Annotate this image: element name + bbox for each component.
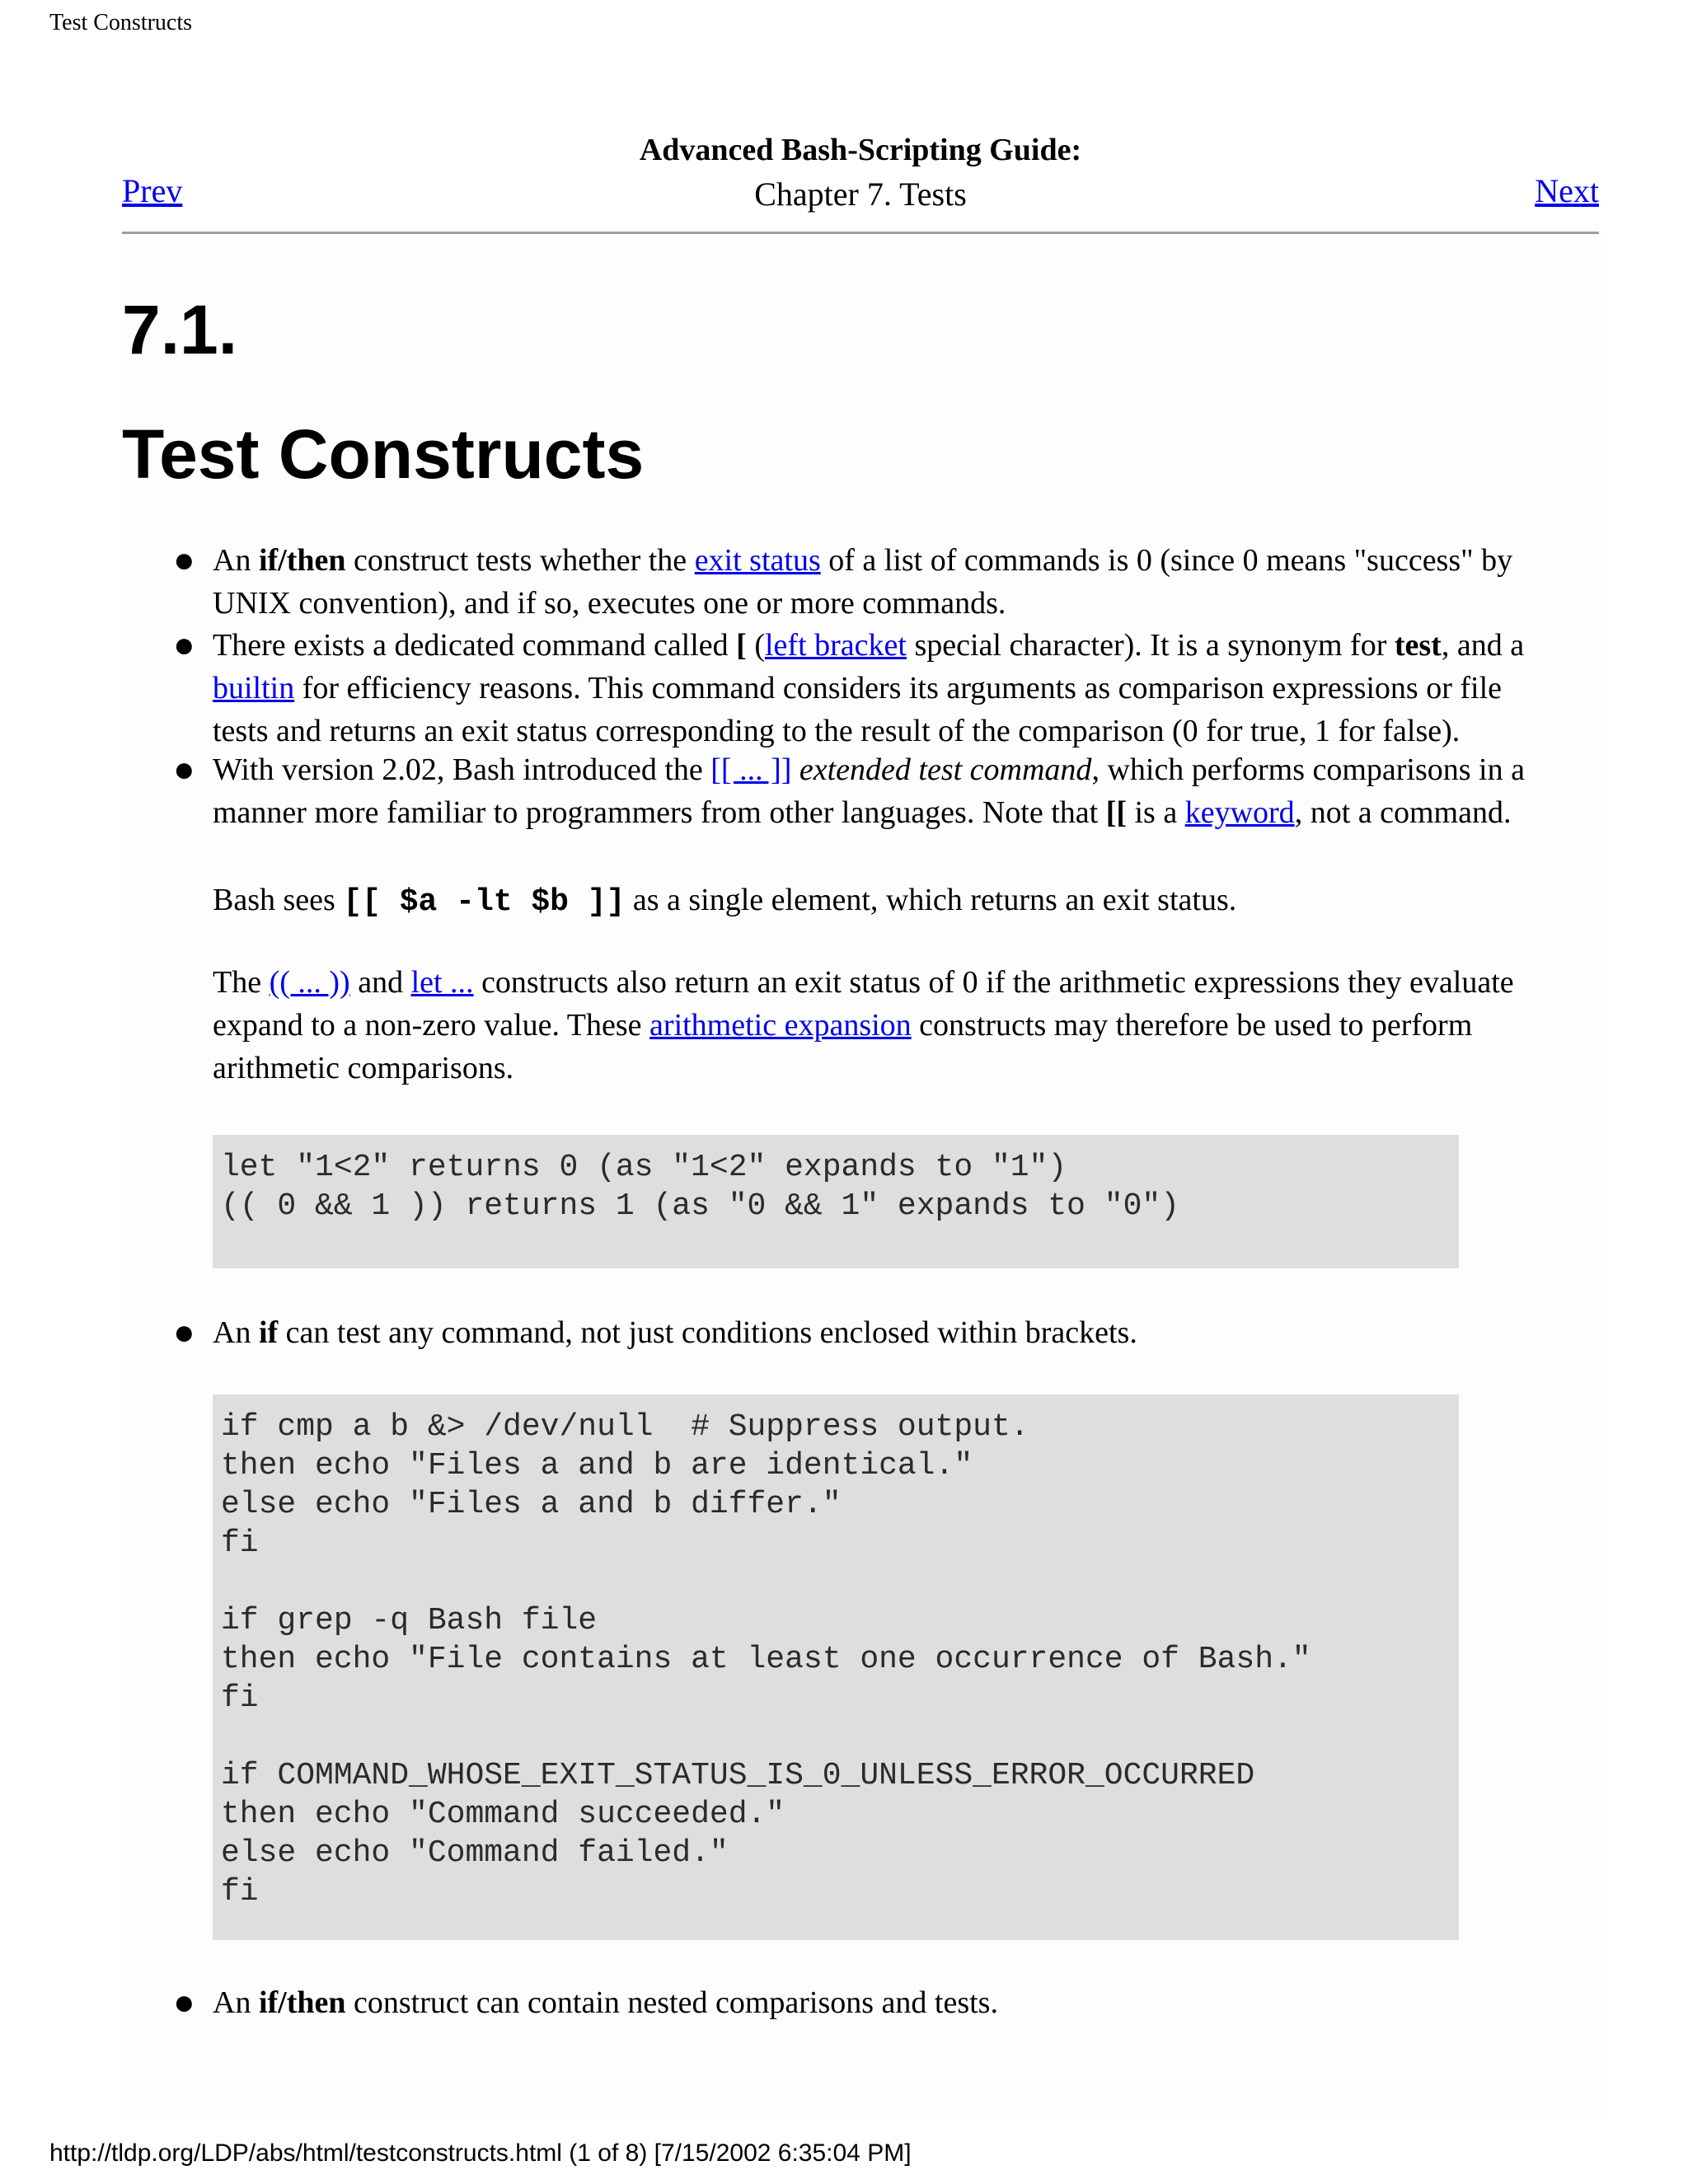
bullet-icon: ●	[173, 1312, 195, 1352]
list-item-test-command: There exists a dedicated command called [ (left bracket special character). It is a synonym for test, and a builtin for efficiency reasons. This command considers its arguments as comparison expressions or file tests and returns an exit status corresponding to the result of the comparison (0 for true, 1 for false).	[213, 628, 1525, 748]
running-header: Test Constructs	[49, 10, 193, 35]
arithmetic-expansion-link[interactable]: arithmetic expansion	[649, 1008, 912, 1043]
code-text: if cmp a b &> /dev/null # Suppress output. then echo "Files a and b are identical." else echo "Files a and b differ." fi if grep -q Bash file then echo "File contains at least one occurrence of Bash." fi if COMMAND_WHOSE_EXIT_STATUS_IS_0_UNLESS_ERROR_OCCURRED then echo "Command succeeded." else echo "Command failed." fi	[221, 1409, 1311, 1910]
double-paren-link[interactable]: (( ... ))	[269, 965, 350, 1000]
bullet-icon: ●	[173, 625, 195, 665]
list-item-if-any-command: An if can test any command, not just conditions enclosed within brackets.	[213, 1315, 1137, 1350]
list-item-if-then: An if/then construct tests whether the exit status of a list of commands is 0 (since 0 means "success" by UNIX convention), and if so, executes one or more commands.	[213, 543, 1513, 621]
code-block-if-examples	[213, 1394, 1459, 1940]
code-block-arithmetic	[213, 1135, 1459, 1268]
paragraph-bash-sees: Bash sees [[ $a -lt $b ]] as a single element, which returns an exit status.	[213, 883, 1237, 920]
let-link[interactable]: let ...	[410, 965, 474, 1000]
section-number: 7.1.	[122, 291, 238, 368]
paragraph-arithmetic: The (( ... )) and let ... constructs also return an exit status of 0 if the arithmetic expressions they evaluate expand to a non-zero value. These arithmetic expansion constructs may therefore be used to perform arithmetic comparisons.	[213, 965, 1514, 1085]
nav-divider	[122, 232, 1599, 234]
list-item-extended-test: With version 2.02, Bash introduced the [[ ... ]] extended test command, which performs comparisons in a manner more familiar to programmers from other languages. Note that [[ is a keyword, not a command.	[213, 752, 1525, 830]
builtin-link[interactable]: builtin	[213, 671, 295, 705]
page-footer-url: http://tldp.org/LDP/abs/html/testconstructs.html (1 of 8) [7/15/2002 6:35:04 PM]	[49, 2139, 912, 2167]
keyword-link[interactable]: keyword	[1184, 795, 1295, 830]
list-item-nested: An if/then construct can contain nested comparisons and tests.	[213, 1985, 998, 2020]
code-text: let "1<2" returns 0 (as "1<2" expands to "1") (( 0 && 1 )) returns 1 (as "0 && 1" expands to "0")	[221, 1150, 1179, 1224]
double-bracket-link[interactable]: [[ ... ]]	[710, 752, 792, 787]
bullet-icon: ●	[173, 1982, 195, 2022]
prev-link[interactable]: Prev	[122, 172, 183, 209]
left-bracket-link[interactable]: left bracket	[764, 628, 907, 663]
bullet-icon: ●	[173, 540, 195, 580]
book-title: Advanced Bash-Scripting Guide:	[639, 133, 1082, 167]
navigation-header	[122, 132, 1599, 236]
exit-status-link[interactable]: exit status	[694, 543, 821, 578]
inline-code: [[ $a -lt $b ]]	[343, 884, 626, 920]
bullet-icon: ●	[173, 749, 195, 790]
section-title: Test Constructs	[122, 415, 645, 493]
chapter-title: Chapter 7. Tests	[754, 176, 967, 213]
next-link[interactable]: Next	[1535, 172, 1599, 209]
